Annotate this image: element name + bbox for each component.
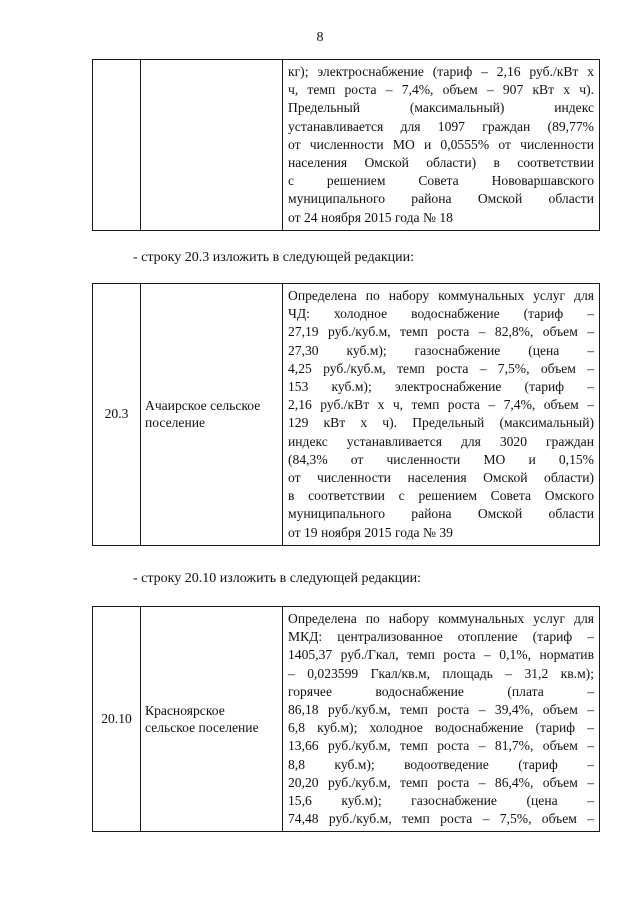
description-line: устанавливается для 1097 граждан (89,77%: [288, 118, 594, 134]
description-line: 20,20 руб./куб.м, темп роста – 86,4%, объем –: [288, 774, 594, 790]
row-number-cell: [93, 60, 141, 231]
description-line: 15,6 куб.м); газоснабжение (цена –: [288, 793, 594, 809]
description-line: населения Омской области) в соответствии: [288, 155, 594, 171]
description-line: Предельный (максимальный) индекс: [288, 100, 594, 116]
description-line: МКД: централизованное отопление (тариф –: [288, 629, 594, 645]
description-cell: [283, 607, 600, 832]
description-line: 1405,37 руб./Гкал, темп роста – 0,1%, норматив: [288, 647, 594, 663]
description-line: 153 куб.м); электроснабжение (тариф –: [288, 379, 594, 395]
description-line: от численности населения Омской области): [288, 470, 594, 486]
row-20-3-table: [92, 283, 600, 546]
description-line: (84,3% от численности МО и 0,15%: [288, 451, 594, 467]
description-line: Определена по набору коммунальных услуг для: [288, 288, 594, 303]
description-line: Определена по набору коммунальных услуг для: [288, 611, 594, 626]
table-row: [93, 60, 600, 231]
description-line: 27,19 руб./куб.м, темп роста – 82,8%, объем –: [288, 324, 594, 340]
description-line: от 19 ноября 2015 года № 39: [288, 524, 453, 540]
description-line: ЧД: холодное водоснабжение (тариф –: [288, 306, 594, 322]
row-20-10-table: [92, 606, 600, 832]
row-number-cell: 20.3: [93, 284, 141, 546]
description-line: 86,18 руб./куб.м, темп роста – 39,4%, объем –: [288, 702, 594, 718]
description-line: 27,30 куб.м); газоснабжение (цена –: [288, 342, 594, 358]
description-line: 4,25 руб./куб.м, темп роста – 7,5%, объем –: [288, 360, 594, 376]
description-cell: [283, 284, 600, 546]
description-line: кг); электроснабжение (тариф – 2,16 руб./кВт х: [288, 64, 594, 79]
settlement-name-cell: [141, 60, 283, 231]
description-line: ч, темп роста – 7,4%, объем – 907 кВт х ч).: [288, 82, 594, 98]
description-line: 2,16 руб./кВт х ч, темп роста – 7,4%, объем –: [288, 397, 594, 413]
instruction-row-20-10: - строку 20.10 изложить в следующей редакции:: [133, 571, 422, 586]
continuation-table: [92, 59, 600, 231]
description-line: индекс устанавливается для 3020 граждан: [288, 433, 594, 449]
description-line: от численности МО и 0,0555% от численности: [288, 136, 594, 152]
table-row: [93, 284, 600, 546]
description-line: 6,8 куб.м); холодное водоснабжение (тариф –: [288, 720, 594, 736]
description-cell: [283, 60, 600, 231]
row-number-cell: 20.10: [93, 607, 141, 832]
settlement-name-cell: Ачаирское сельское поселение: [141, 284, 283, 546]
page-number: 8: [316, 30, 324, 45]
settlement-name-cell: Красноярское сельское поселение: [141, 607, 283, 832]
description-line: в соответствии с решением Совета Омского: [288, 488, 594, 504]
description-line: муниципального района Омской области: [288, 506, 594, 522]
description-line: 8,8 куб.м); водоотведение (тариф –: [288, 756, 594, 772]
description-line: 129 кВт х ч). Предельный (максимальный): [288, 415, 594, 431]
description-line: муниципального района Омской области: [288, 191, 594, 207]
instruction-row-20-3: - строку 20.3 изложить в следующей редакции:: [133, 250, 415, 265]
description-line: 74,48 руб./куб.м, темп роста – 7,5%, объем –: [288, 811, 594, 827]
description-line: от 24 ноября 2015 года № 18: [288, 209, 453, 225]
table-row: [93, 607, 600, 832]
description-line: горячее водоснабжение (плата –: [288, 683, 594, 699]
description-line: 13,66 руб./куб.м, темп роста – 81,7%, объем –: [288, 738, 594, 754]
description-line: – 0,023599 Гкал/кв.м, площадь – 31,2 кв.м);: [288, 665, 594, 681]
description-line: с решением Совета Нововаршавского: [288, 173, 594, 189]
